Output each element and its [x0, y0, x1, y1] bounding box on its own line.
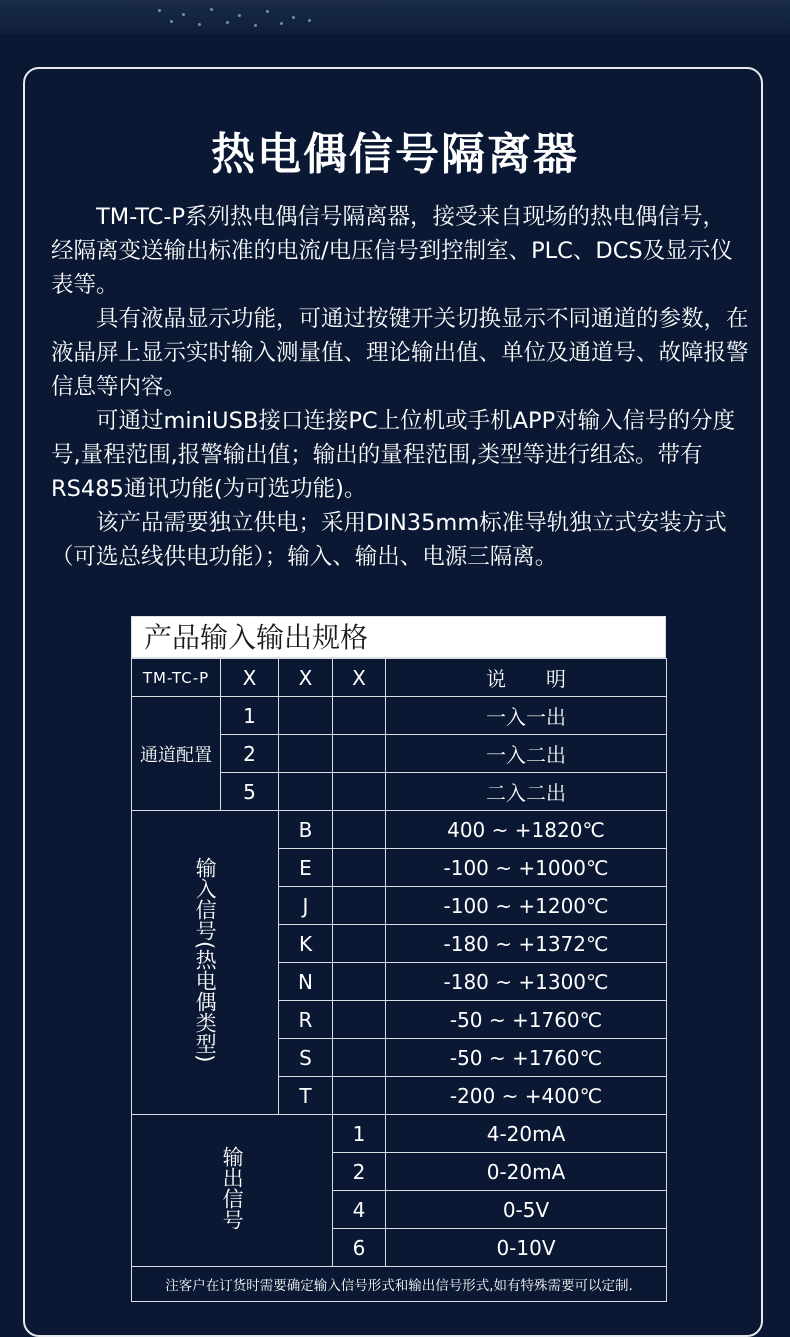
input-range: -180 ~ +1300℃ [386, 963, 667, 1001]
input-range: 400 ~ +1820℃ [386, 811, 667, 849]
product-description [51, 200, 751, 574]
input-code: R [279, 1001, 333, 1039]
channel-desc: 一入二出 [386, 735, 667, 773]
channel-code: 1 [221, 697, 279, 735]
channel-code: 5 [221, 773, 279, 811]
decorative-dots [150, 4, 320, 28]
table-row [132, 1115, 667, 1153]
channel-desc: 一入一出 [386, 697, 667, 735]
channel-desc: 二入二出 [386, 773, 667, 811]
header-x3: X [333, 659, 386, 697]
input-code: K [279, 925, 333, 963]
output-code: 1 [333, 1115, 386, 1153]
spec-table-block [131, 616, 666, 1302]
description-paragraph: TM-TC-P系列热电偶信号隔离器，接受来自现场的热电偶信号， 经隔离变送输出标准的电流/电压信号到控制室、PLC、DCS及显示仪表等。 [51, 204, 733, 298]
input-range: -100 ~ +1000℃ [386, 849, 667, 887]
output-type: 0-20mA [386, 1153, 667, 1191]
output-type: 0-5V [386, 1191, 667, 1229]
table-row [132, 811, 667, 849]
input-code: T [279, 1077, 333, 1115]
group-input-signal-label: 输入信号(热电偶类型) [193, 857, 218, 1063]
input-range: -200 ~ +400℃ [386, 1077, 667, 1115]
description-paragraph: 具有液晶显示功能，可通过按键开关切换显示不同通道的参数，在液晶屏上显示实时输入测量值、理论输出值、单位及通道号、故障报警信息等内容。 [51, 306, 749, 400]
table-row [132, 697, 667, 735]
input-code: S [279, 1039, 333, 1077]
header-x1: X [221, 659, 279, 697]
input-code: N [279, 963, 333, 1001]
page-title: 热电偶信号隔离器 [211, 129, 579, 180]
input-range: -50 ~ +1760℃ [386, 1001, 667, 1039]
input-range: -180 ~ +1372℃ [386, 925, 667, 963]
header-x2: X [279, 659, 333, 697]
input-range: -50 ~ +1760℃ [386, 1039, 667, 1077]
output-type: 0-10V [386, 1229, 667, 1267]
input-code: J [279, 887, 333, 925]
description-paragraph: 该产品需要独立供电；采用DIN35mm标准导轨独立式安装方式（可选总线供电功能）；输入、输出、电源三隔离。 [51, 510, 727, 570]
group-channel-config: 通道配置 [132, 697, 221, 811]
header-description: 说 明 [386, 659, 667, 697]
group-output-signal-label: 输出信号 [220, 1146, 245, 1230]
spec-table [131, 658, 667, 1302]
channel-code: 2 [221, 735, 279, 773]
table-header-row [132, 659, 667, 697]
group-output-signal [132, 1115, 333, 1267]
table-note-row [132, 1267, 667, 1302]
output-code: 2 [333, 1153, 386, 1191]
output-type: 4-20mA [386, 1115, 667, 1153]
description-paragraph: 可通过miniUSB接口连接PC上位机或手机APP对输入信号的分度号,量程范围,报警输出值；输出的量程范围,类型等进行组态。带有RS485通讯功能(为可选功能)。 [51, 408, 736, 502]
group-input-signal [132, 811, 279, 1115]
input-code: B [279, 811, 333, 849]
top-banner-strip [0, 0, 790, 34]
header-model: TM-TC-P [132, 659, 221, 697]
input-range: -100 ~ +1200℃ [386, 887, 667, 925]
output-code: 6 [333, 1229, 386, 1267]
order-note: 注客户在订货时需要确定输入信号形式和输出信号形式,如有特殊需要可以定制. [132, 1267, 667, 1302]
output-code: 4 [333, 1191, 386, 1229]
input-code: E [279, 849, 333, 887]
spec-table-title: 产品输入输出规格 [131, 616, 666, 658]
